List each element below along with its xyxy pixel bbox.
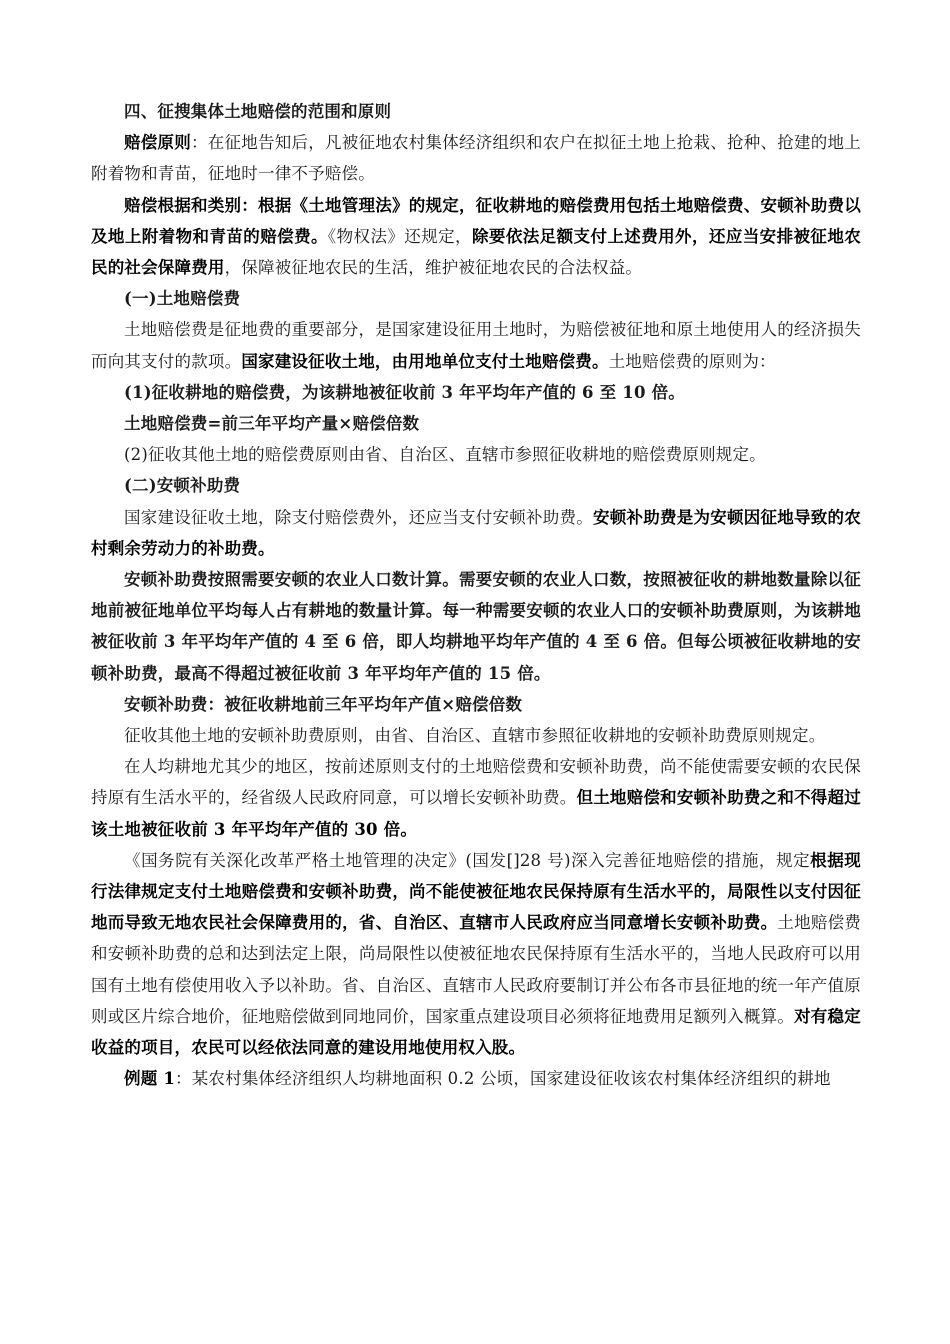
formula-land-compensation: 土地赔偿费=前三年平均产量×赔偿倍数 [124,414,420,434]
label-compensation-principle: 赔偿原则 [124,133,192,153]
paragraph-increase-subsidy [91,751,861,845]
bold-text: 除要依法足额支付上述费用外，还应当安排被征地农民的社会保障费用 [91,226,861,278]
paragraph-other-land-resettlement: 征收其他土地的安顿补助费原则，由省、自治区、直辖市参照征收耕地的安顿补助费原则规定。 [124,726,826,746]
bold-text: 根据现行法律规定支付土地赔偿费和安顿补助费，尚不能使被征地农民保持原有生活水平的，局限性以支付因征地而导致无地农民社会保障费用的，省、自治区、直辖市人民政府应当同意增长安顿补助费。 [91,850,861,933]
paragraph-compensation-principle [91,127,861,189]
bold-text: 安顿补助费是为安顿因征地导致的农村剩余劳动力的补助费。 [91,507,861,558]
section-title: 四、征搜集体土地赔偿的范围和原则 [124,102,392,121]
normal-text: 土地赔偿费的原则为： [608,351,776,371]
normal-text: 在人均耕地尤其少的地区，按前述原则支付的土地赔偿费和安顿补助费，尚不能使需要安顿的农民保持原有生活水平的，经省级人民政府同意，可以增长安顿补助费。 [91,757,861,808]
paragraph-farmland-compensation-rule: (1)征收耕地的赔偿费，为该耕地被征收前 3 年平均年产值的 6 至 10 倍。 [124,382,685,402]
formula-resettlement-subsidy: 安顿补助费：被征收耕地前三年平均年产值×赔偿倍数 [124,694,523,714]
document-body [91,96,861,1095]
label-example-1: 例题 1 [124,1069,176,1089]
paragraph-state-council-decision [91,845,861,1063]
normal-text: 国家建设征收土地，除支付赔偿费外，还应当支付安顿补助费。 [124,507,594,527]
text-example-1: ：某农村集体经济组织人均耕地面积 0.2 公顷，国家建设征收该农村集体经济组织的耕地 [175,1069,831,1089]
paragraph-resettlement-subsidy-intro [91,502,861,564]
paragraph-land-compensation-definition [91,314,861,376]
normal-text: 土地赔偿费和安顿补助费的总和达到法定上限，尚局限性以使被征地农民保持原有生活水平的，当地人民政府可以用国有土地有偿使用收入予以补助。省、自治区、直辖市人民政府要制订并公布各市县征地的统一年产值原则或区片综合地价，征地赔偿做到同地同价，国家重点建设项目必须将征地费用足额列入概算。 [91,913,862,1026]
paragraph-other-land-compensation: (2)征收其他土地的赔偿费原则由省、自治区、直辖市参照征收耕地的赔偿费原则规定。 [124,445,766,465]
normal-text: ，保障被征地农民的生活，维护被征地农民的合法权益。 [224,258,643,278]
paragraph-example-1 [91,1063,861,1094]
bold-text: 国家建设征收土地，由用地单位支付土地赔偿费。 [241,351,609,371]
text-compensation-principle: ：在征地告知后，凡被征地农村集体经济组织和农户在拟征土地上抢栽、抢种、抢建的地上附着物和青苗，征地时一律不予赔偿。 [91,133,861,184]
normal-text: 土地赔偿费是征地费的重要部分，是国家建设征用土地时，为赔偿被征地和原土地使用人的经济损失而向其支付的款项。 [91,320,861,371]
subsection-title-resettlement-subsidy: (二)安顿补助费 [124,476,241,496]
normal-text: 《物权法》还规定， [327,226,472,246]
normal-text: 《国务院有关深化改革严格土地管理的决定》(国发[]28 号)深入完善征地赔偿的措施，规定 [124,850,811,870]
bold-text: 但土地赔偿和安顿补助费之和不得超过该土地被征收前 3 年平均年产值的 30 倍。 [91,788,861,839]
subsection-title-land-compensation: (一)土地赔偿费 [124,289,241,309]
bold-text: 赔偿根据和类别：根据《土地管理法》的规定，征收耕地的赔偿费用包括土地赔偿费、安顿补助费以及地上附着物和青苗的赔偿费。 [91,195,861,246]
paragraph-basis-and-types [91,190,861,284]
paragraph-resettlement-calculation: 安顿补助费按照需要安顿的农业人口数计算。需要安顿的农业人口数，按照被征收的耕地数量除以征地前被征地单位平均每人占有耕地的数量计算。每一种需要安顿的农业人口的安顿补助费原则，为该耕地被征收前 3 年平均年产值的 4 至 6 倍，即人均耕地平均年产值的 4 至 6 倍。但每公顷被征收耕地的安顿补助费，最高不得超过被征收前 3 年平均年产值的 15 倍。 [91,570,861,683]
bold-text: 对有稳定收益的项目，农民可以经依法同意的建设用地使用权入股。 [91,1006,861,1058]
